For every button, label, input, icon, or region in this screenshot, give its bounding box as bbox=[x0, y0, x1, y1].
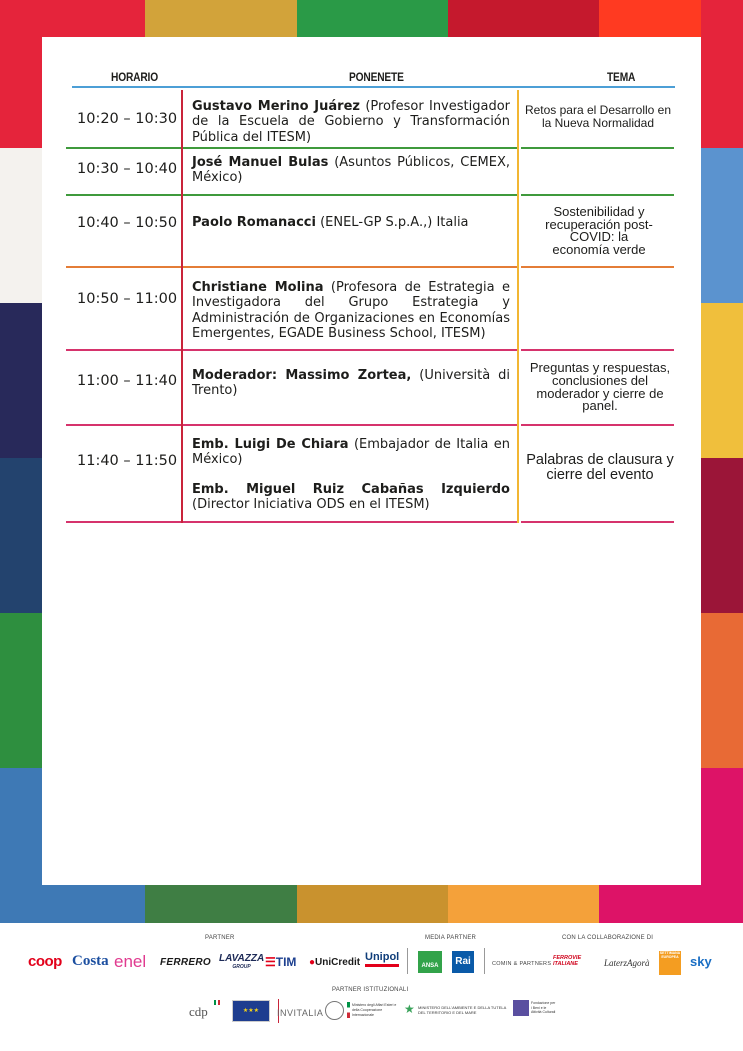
coop-logo: coop bbox=[28, 953, 62, 970]
sky-logo: sky bbox=[690, 954, 712, 969]
tim-logo bbox=[265, 955, 296, 969]
tema-cell: Preguntas y respuestas, conclusiones del moderador y cierre de panel. bbox=[529, 360, 671, 414]
row-rule bbox=[66, 194, 181, 196]
frame-block bbox=[448, 885, 599, 923]
speaker-name: Emb. Miguel Ruiz Cabañas Izquierdo bbox=[192, 482, 510, 497]
header-horario: HORARIO bbox=[111, 70, 158, 84]
collaboration-label: CON LA COLLABORAZIONE DI bbox=[562, 935, 654, 941]
row-rule bbox=[66, 147, 181, 149]
settimana-europea-logo bbox=[659, 951, 681, 975]
tema-cell: Sostenibilidad y recuperación post-COVID: la economía verde bbox=[545, 204, 653, 257]
speaker-cell bbox=[192, 482, 510, 513]
frame-block bbox=[297, 885, 448, 923]
speaker-affiliation: (Embajador de Italia en México) bbox=[192, 437, 510, 468]
costa-logo: Costa bbox=[72, 953, 109, 969]
frame-block bbox=[0, 303, 42, 458]
rai-name: Rai bbox=[455, 956, 471, 967]
tema-cell: Retos para el Desarrollo en la Nueva Normalidad bbox=[524, 103, 672, 130]
time-slot: 11:40 – 11:50 bbox=[77, 453, 178, 469]
speaker-name: Paolo Romanacci bbox=[192, 215, 316, 230]
column-divider bbox=[517, 90, 519, 523]
row-rule bbox=[183, 521, 517, 523]
frame-block bbox=[599, 885, 743, 923]
header-tema: TEMA bbox=[607, 70, 636, 84]
row-rule bbox=[183, 194, 517, 196]
frame-block bbox=[701, 148, 743, 303]
ambiente-logo: MINISTERO DELL'AMBIENTE E DELLA TUTELA DEL TERRITORIO E DEL MARE bbox=[418, 1005, 507, 1015]
unipol-name: Unipol bbox=[365, 951, 400, 963]
speaker-name: Moderador: Massimo Zortea, bbox=[192, 368, 412, 383]
maeci-flag-icon bbox=[347, 1002, 350, 1018]
row-rule bbox=[521, 194, 674, 196]
speaker-affiliation: (Università di Trento) bbox=[192, 368, 510, 399]
ferrovie-logo: FERROVIE ITALIANE bbox=[553, 955, 582, 967]
row-rule bbox=[521, 266, 674, 268]
republic-emblem-icon bbox=[325, 1001, 344, 1020]
invitalia-logo: INVITALIA bbox=[277, 1008, 324, 1018]
speaker-affiliation: (Profesor Investigador de la Escuela de Gobierno y Transformación Pública del ITESM) bbox=[192, 99, 511, 145]
row-rule bbox=[183, 147, 517, 149]
column-divider bbox=[181, 90, 183, 523]
row-rule bbox=[521, 349, 674, 351]
time-slot: 11:00 – 11:40 bbox=[77, 373, 178, 389]
row-rule bbox=[66, 266, 181, 268]
row-rule bbox=[521, 521, 674, 523]
settimana-europea-name: SETTIMANA EUROPEA bbox=[659, 951, 681, 959]
speaker-cell bbox=[192, 155, 510, 186]
institutional-label: PARTNER ISTITUZIONALI bbox=[332, 987, 409, 993]
row-rule bbox=[66, 521, 181, 523]
tim-name: TIM bbox=[275, 955, 297, 969]
row-rule bbox=[66, 349, 181, 351]
row-rule bbox=[521, 147, 674, 149]
eu-flag-icon: ★★★ bbox=[232, 1000, 270, 1022]
speaker-affiliation: (ENEL-GP S.p.A.,) Italia bbox=[315, 215, 469, 230]
media-divider bbox=[407, 948, 408, 974]
speaker-cell bbox=[192, 280, 510, 342]
speaker-affiliation: (Profesora de Estrategia e Investigadora del Grupo Estrategia y Administración de Organizaciones en Economías Emergentes, EGADE Business School, ITESM) bbox=[192, 280, 511, 342]
speaker-cell bbox=[192, 437, 510, 468]
comin-partners-logo: COMIN & PARTNERS bbox=[492, 961, 552, 967]
frame-block bbox=[0, 0, 42, 148]
row-rule bbox=[183, 424, 517, 426]
frame-block bbox=[145, 0, 297, 37]
speaker-cell bbox=[192, 368, 510, 399]
frame-block bbox=[297, 0, 448, 37]
frame-block bbox=[448, 0, 599, 37]
rai-logo bbox=[452, 951, 474, 973]
speaker-cell bbox=[192, 99, 510, 145]
frame-block bbox=[145, 885, 297, 923]
speaker-cell bbox=[192, 215, 510, 230]
ansa-logo bbox=[418, 951, 442, 973]
fondazione-logo: Fondazione per i Beni e le Attività Culturali bbox=[531, 1001, 556, 1014]
speaker-name: Christiane Molina bbox=[192, 280, 324, 295]
tim-mark-icon: ☰ bbox=[265, 955, 276, 969]
frame-block bbox=[0, 148, 42, 303]
time-slot: 10:50 – 11:00 bbox=[77, 291, 178, 307]
frame-block bbox=[0, 613, 42, 768]
unipol-logo bbox=[365, 951, 399, 967]
laterza-agora-logo: LaterzAgorà bbox=[604, 958, 650, 968]
header-ponenete: PONENETE bbox=[349, 70, 404, 84]
time-slot: 10:40 – 10:50 bbox=[77, 215, 178, 231]
partner-label: PARTNER bbox=[205, 935, 235, 941]
lavazza-logo bbox=[219, 954, 264, 972]
header-rule bbox=[72, 86, 675, 88]
speaker-affiliation: (Director Iniciativa ODS en el ITESM) bbox=[192, 497, 430, 513]
speaker-name: Emb. Luigi De Chiara bbox=[192, 437, 349, 452]
speaker-name: José Manuel Bulas bbox=[192, 155, 329, 170]
time-slot: 10:20 – 10:30 bbox=[77, 111, 178, 127]
speaker-affiliation: (Asuntos Públicos, CEMEX, México) bbox=[192, 155, 511, 186]
unicredit-logo bbox=[309, 957, 360, 968]
speaker-name: Gustavo Merino Juárez bbox=[192, 99, 360, 114]
enel-logo: enel bbox=[114, 952, 147, 971]
lavazza-name: LAVAZZA bbox=[219, 953, 265, 964]
cdp-logo: cdp bbox=[189, 1004, 208, 1019]
row-rule bbox=[66, 424, 181, 426]
ferrero-logo: FERRERO bbox=[160, 957, 211, 968]
frame-block bbox=[701, 303, 743, 458]
frame-block bbox=[701, 0, 743, 148]
media-partner-label: MEDIA PARTNER bbox=[425, 935, 477, 941]
frame-block bbox=[701, 613, 743, 768]
frame-block bbox=[0, 458, 42, 613]
unicredit-mark-icon: ● bbox=[309, 957, 316, 968]
frame-block bbox=[701, 458, 743, 613]
row-rule bbox=[183, 349, 517, 351]
tema-cell: Palabras de clausura y cierre del evento bbox=[526, 452, 674, 483]
time-slot: 10:30 – 10:40 bbox=[77, 161, 178, 177]
fondazione-mark-icon bbox=[513, 1000, 529, 1016]
row-rule bbox=[183, 266, 517, 268]
italian-flag-icon bbox=[214, 1000, 220, 1005]
ambiente-star-icon: ★ bbox=[404, 1002, 415, 1016]
lavazza-group: GROUP bbox=[232, 964, 251, 970]
row-rule bbox=[521, 424, 674, 426]
media-divider bbox=[484, 948, 485, 974]
maeci-logo: Ministero degli Affari Esteri e della Cooperazione Internazionale bbox=[352, 1003, 397, 1017]
frame-block bbox=[0, 885, 145, 923]
unicredit-name: UniCredit bbox=[315, 957, 361, 968]
ansa-name: ANSA bbox=[421, 963, 439, 969]
